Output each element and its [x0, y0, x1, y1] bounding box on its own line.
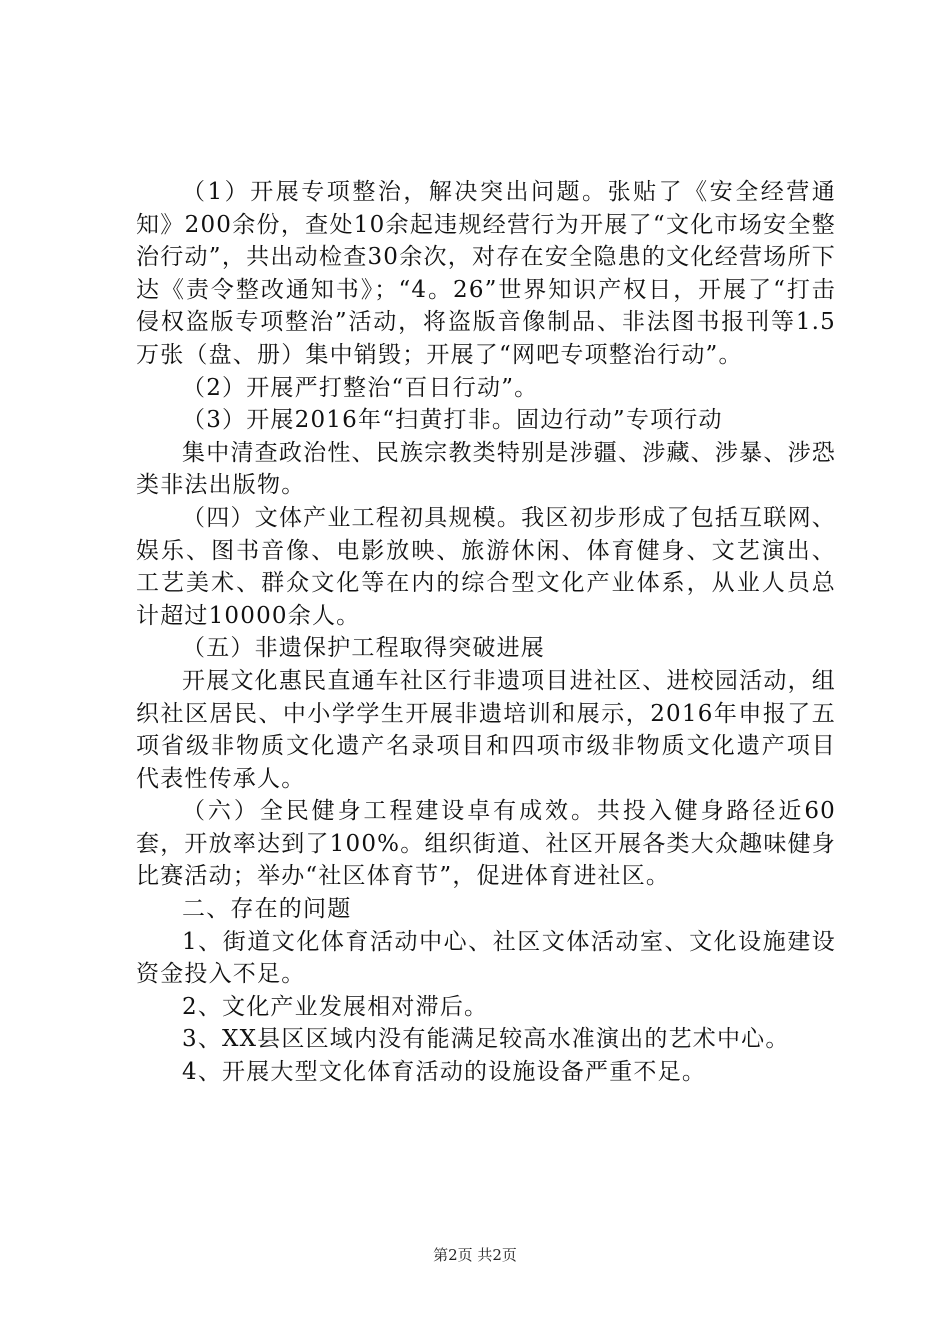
paragraph-anti-pornography-action: （3）开展2016年“扫黄打非。固边行动”专项行动: [182, 407, 723, 434]
paragraph-heritage-heading: （五）非遗保护工程取得突破进展: [182, 635, 545, 662]
problem-item-3: 3、XX县区区域内没有能满足较高水准演出的艺术中心。: [182, 1026, 790, 1053]
paragraph-illegal-publications: 集中清查政治性、民族宗教类特别是涉疆、涉藏、涉暴、涉恐类非法出版物。: [136, 439, 836, 499]
paragraph-hundred-days-action: （2）开展严打整治“百日行动”。: [182, 374, 539, 401]
problem-item-4: 4、开展大型文化体育活动的设施设备严重不足。: [182, 1059, 707, 1086]
paragraph-cultural-industry: （四）文体产业工程初具规模。我区初步形成了包括互联网、娱乐、图书音像、电影放映、旅游休闲、体育健身、文艺演出、工艺美术、群众文化等在内的综合型文化产业体系，从业人员总计超过10000余人。: [136, 504, 836, 629]
problem-item-2: 2、文化产业发展相对滞后。: [182, 993, 489, 1020]
section-heading-problems: 二、存在的问题: [182, 896, 352, 923]
paragraph-heritage-activities: 开展文化惠民直通车社区行非遗项目进社区、进校园活动，组织社区居民、中小学学生开展非遗培训和展示，2016年申报了五项省级非物质文化遗产名录项目和四项市级非物质文化遗产项目代表性传承人。: [136, 667, 836, 792]
document-body: [136, 176, 836, 1089]
paragraph-national-fitness: （六）全民健身工程建设卓有成效。共投入健身路径近60套，开放率达到了100%。组织街道、社区开展各类大众趣味健身比赛活动；举办“社区体育节”，促进体育进社区。: [136, 798, 836, 890]
paragraph-special-rectification: （1）开展专项整治，解决突出问题。张贴了《安全经营通知》200余份，查处10余起违规经营行为开展了“文化市场安全整治行动”，共出动检查30余次，对存在安全隐患的文化经营场所下达《责令整改通知书》；“4。26”世界知识产权日，开展了“打击侵权盗版专项整治”活动，将盗版音像制品、非法图书报刊等1.5万张（盘、册）集中销毁；开展了“网吧专项整治行动”。: [136, 179, 836, 368]
problem-item-1: 1、街道文化体育活动中心、社区文体活动室、文化设施建设资金投入不足。: [136, 928, 836, 988]
page-number-footer: 第2页 共2页: [433, 1246, 517, 1264]
